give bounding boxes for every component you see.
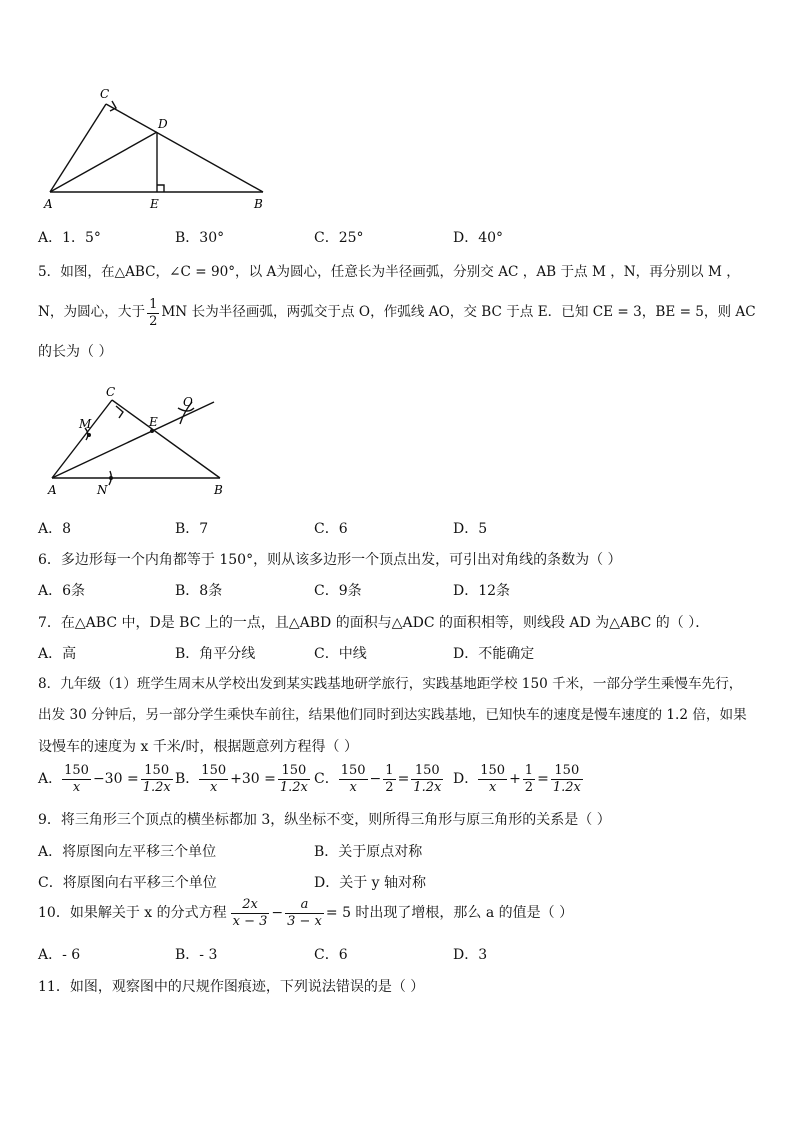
q5-option-b: B．7: [175, 521, 209, 537]
q5-option-c: C．6: [314, 521, 348, 537]
q6-option-d: D．12条: [453, 583, 511, 599]
q8-c-label: C．: [314, 771, 339, 788]
q4-option-d: D．40°: [453, 230, 504, 246]
q4-option-b: B．30°: [175, 230, 225, 246]
q8-d-label: D．: [453, 771, 479, 788]
q9-option-b: B．关于原点对称: [314, 844, 423, 860]
q8-text-line1: 8．九年级（1）班学生周末从学校出发到某实践基地研学旅行，实践基地距学校 150 千米，一部分学生乘慢车先行，: [38, 676, 743, 692]
q8-b-label: B．: [175, 771, 200, 788]
q9-option-a: A．将原图向左平移三个单位: [38, 844, 217, 860]
q8-a-label: A．: [38, 771, 63, 788]
q10-frac1: $\frac{2x}{x - 3}$: [232, 897, 268, 929]
q8-a-frac1: $\frac{150}{x}$: [64, 763, 89, 795]
q9-option-c: C．将原图向右平移三个单位: [38, 875, 217, 891]
q5-line2-start: N，为圆心，大于: [38, 304, 146, 321]
q10-option-b: B．- 3: [175, 947, 218, 963]
q6-option-b: B．8条: [175, 583, 223, 599]
fig1-label-e: E: [150, 197, 159, 211]
q5-line2-end: MN 长为半径画弧，两弧交于点 O，作弧线 AO，交 BC 于点 E．已知 CE = 3，BE = 5，则 AC: [161, 304, 756, 321]
fig1-label-d: D: [158, 117, 168, 131]
q10-pre: 10．如果解关于 x 的分式方程: [38, 905, 227, 922]
q10-op: −: [271, 905, 284, 922]
q8-option-b: [175, 764, 310, 794]
q8-b-op: +30 =: [230, 771, 276, 788]
q10-option-d: D．3: [453, 947, 488, 963]
q8-c-op2: =: [397, 771, 410, 788]
q7-text: 7．在△ABC 中，D是 BC 上的一点，且△ABD 的面积与△ADC 的面积相等，则线段 AD 为△ABC 的（ ）．: [38, 615, 710, 631]
q8-d-frac2: $\frac{150}{1.2x}$: [552, 763, 581, 795]
q5-text-line3: 的长为（ ）: [38, 344, 113, 360]
fig2-label-e: E: [149, 415, 158, 429]
fig1-label-b: B: [254, 197, 263, 211]
q8-b-frac2: $\frac{150}{1.2x}$: [279, 763, 308, 795]
q5-fraction-half: [147, 298, 159, 328]
q8-c-frac1: $\frac{150}{x}$: [340, 763, 366, 795]
q10-option-c: C．6: [314, 947, 348, 963]
q6-text: 6．多边形每一个内角都等于 150°，则从该多边形一个顶点出发，可引出对角线的条数为（ ）: [38, 552, 622, 568]
q7-option-c: C．中线: [314, 646, 367, 662]
q9-option-d: D．关于 y 轴对称: [314, 875, 427, 891]
q4-option-c: C．25°: [314, 230, 364, 246]
q4-option-a: A．1．5°: [38, 230, 101, 246]
q10-frac2: $\frac{a}{3 - x}$: [287, 897, 322, 929]
q8-d-op: +: [509, 771, 521, 788]
q10-post: = 5 时出现了增根，那么 a 的值是（ ）: [325, 905, 574, 922]
q10-option-a: A．- 6: [38, 947, 81, 963]
q8-option-a: [38, 764, 173, 794]
q5-option-d: D．5: [453, 521, 488, 537]
fig2-label-o: O: [183, 395, 193, 409]
q8-c-op: −: [369, 771, 382, 788]
q8-c-frac-mid: $\frac{1}{2}$: [385, 763, 394, 795]
q6-option-a: A．6条: [38, 583, 86, 599]
q8-b-frac1: $\frac{150}{x}$: [201, 763, 227, 795]
q7-option-d: D．不能确定: [453, 646, 535, 662]
q8-option-d: [453, 764, 583, 794]
fig2-label-a: A: [48, 483, 57, 497]
q11-text: 11．如图，观察图中的尺规作图痕迹，下列说法错误的是（ ）: [38, 979, 425, 995]
fig2-label-m: M: [79, 417, 92, 431]
q5-text-line1: 5．如图，在△ABC，∠C = 90°，以 A为圆心，任意长为半径画弧，分别交 AC ，AB 于点 M ，N，再分别以 M ，: [38, 264, 740, 280]
q5-frac-num: 1: [149, 297, 158, 312]
q8-c-frac2: $\frac{150}{1.2x}$: [413, 763, 442, 795]
q8-a-frac2: $\frac{150}{1.2x}$: [142, 763, 171, 795]
fig2-label-n: N: [97, 483, 108, 497]
q5-frac-den: 2: [149, 313, 158, 329]
q10-text: [38, 898, 573, 928]
q8-option-c: [314, 764, 443, 794]
q8-d-frac1: $\frac{150}{x}$: [480, 763, 506, 795]
q6-option-c: C．9条: [314, 583, 362, 599]
q8-d-op2: =: [537, 771, 549, 788]
fig2-label-b: B: [214, 483, 223, 497]
q9-text: 9．将三角形三个顶点的横坐标都加 3，纵坐标不变，则所得三角形与原三角形的关系是（ ）: [38, 812, 611, 828]
figure-triangle-1: [40, 82, 280, 212]
fig1-label-a: A: [44, 197, 53, 211]
q5-text-line2: [38, 298, 756, 328]
figure-triangle-2: [40, 382, 240, 502]
q8-a-op: −30 =: [92, 771, 139, 788]
fig2-label-c: C: [106, 385, 116, 399]
fig1-label-c: C: [100, 87, 110, 101]
q7-option-a: A．高: [38, 646, 77, 662]
q7-option-b: B．角平分线: [175, 646, 256, 662]
q8-d-frac-mid: $\frac{1}{2}$: [524, 763, 534, 795]
q5-option-a: A．8: [38, 521, 72, 537]
q8-text-line3: 设慢车的速度为 x 千米/时，根据题意列方程得（ ）: [38, 739, 358, 755]
q8-text-line2: 出发 30 分钟后，另一部分学生乘快车前往，结果他们同时到达实践基地，已知快车的速度是慢车速度的 1.2 倍，如果: [38, 707, 747, 723]
